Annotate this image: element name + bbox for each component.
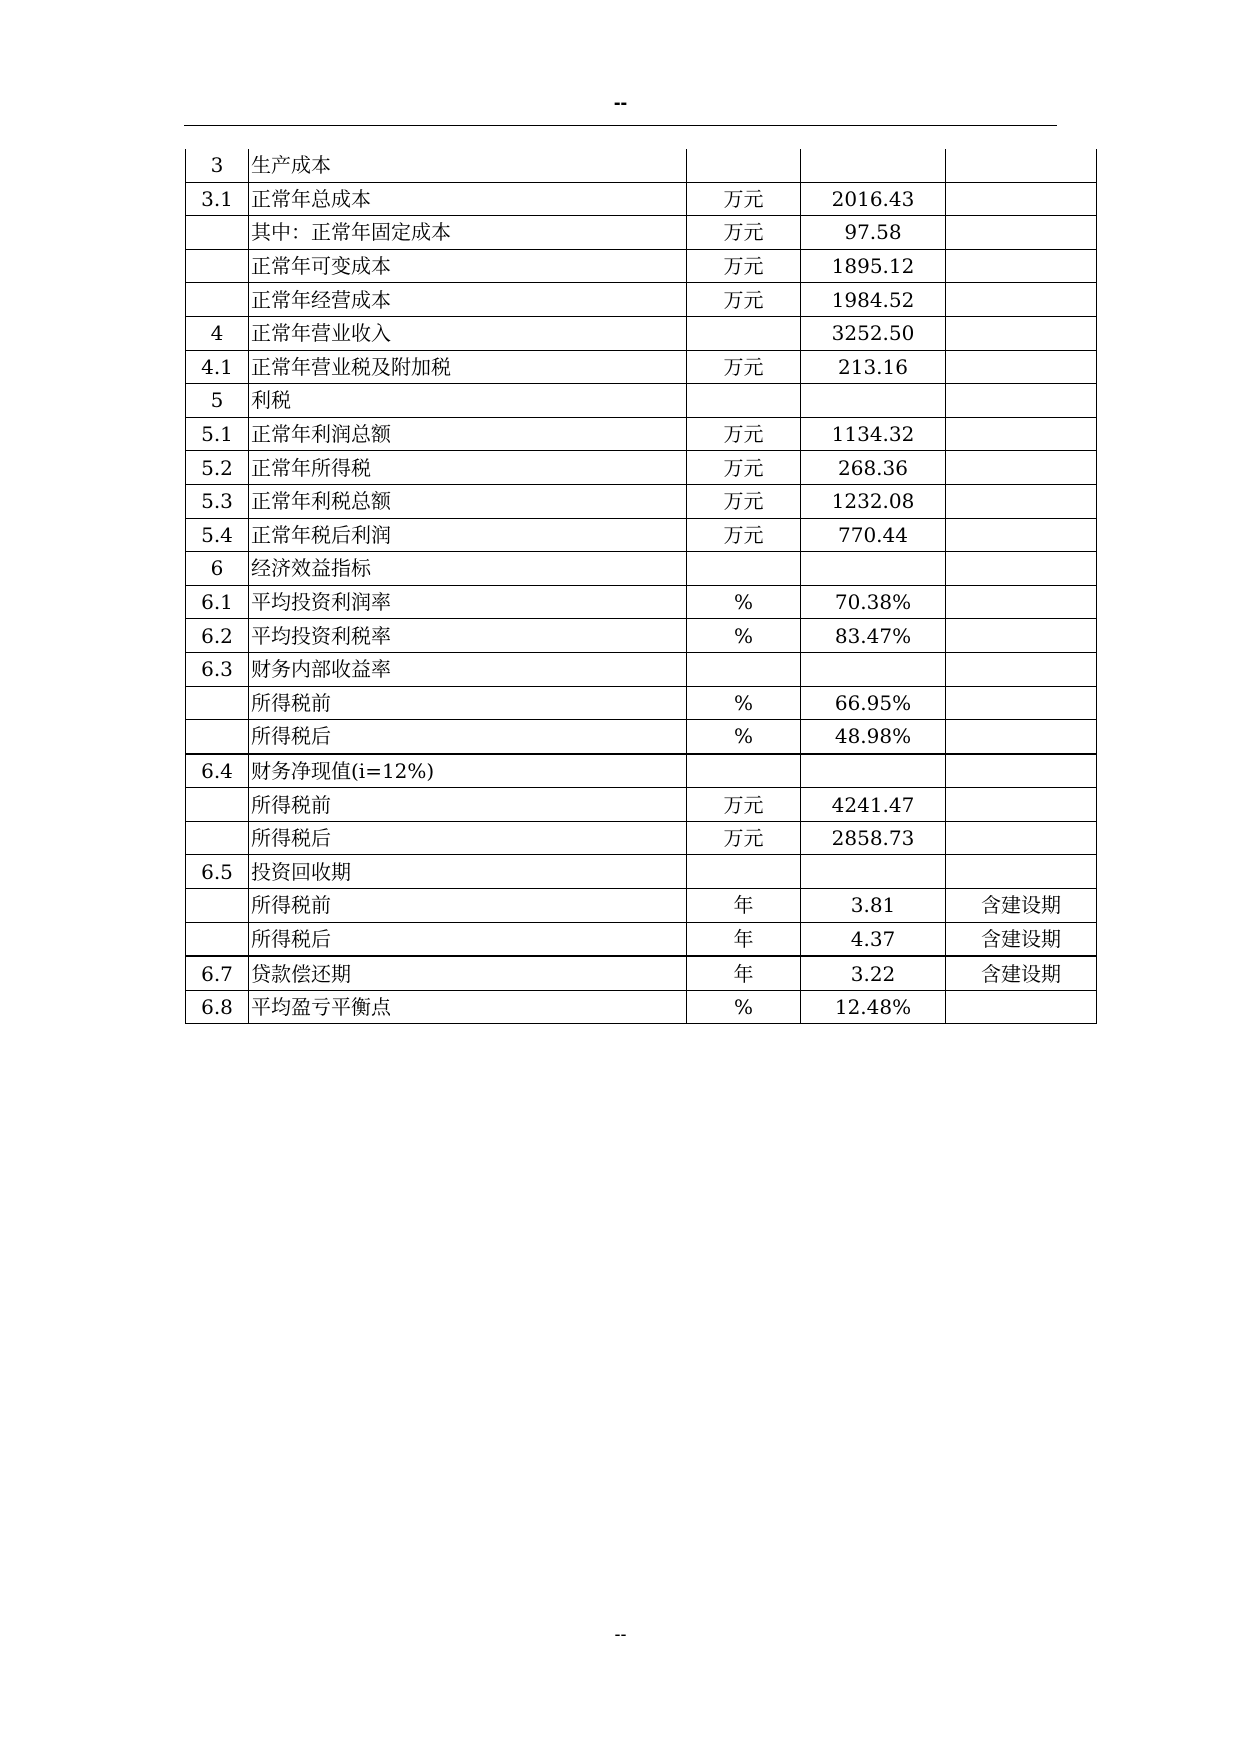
table-row [186,821,1097,855]
row-value [801,384,946,418]
row-item: 正常年所得税 [249,451,687,485]
row-number: 6.4 [186,754,249,788]
row-value: 2858.73 [801,821,946,855]
row-unit: 年 [687,889,801,923]
row-note [946,518,1097,552]
row-number: 6.1 [186,585,249,619]
row-value: 268.36 [801,451,946,485]
table-row [186,956,1097,990]
table-row [186,889,1097,923]
row-value: 3.22 [801,956,946,990]
row-number: 6 [186,552,249,586]
row-item: 所得税后 [249,922,687,956]
table-row [186,686,1097,720]
row-item: 财务内部收益率 [249,652,687,686]
row-item: 正常年营业税及附加税 [249,350,687,384]
row-number [186,216,249,250]
row-unit [687,384,801,418]
row-note [946,652,1097,686]
row-number [186,889,249,923]
economic-indicators-table [185,149,1097,1024]
row-item: 平均盈亏平衡点 [249,990,687,1024]
row-value: 1895.12 [801,249,946,283]
row-note: 含建设期 [946,922,1097,956]
table-row [186,720,1097,754]
row-item: 其中：正常年固定成本 [249,216,687,250]
table-row [186,788,1097,822]
row-number: 4.1 [186,350,249,384]
row-unit: % [687,686,801,720]
table-row [186,754,1097,788]
row-value [801,754,946,788]
row-value: 4241.47 [801,788,946,822]
row-note [946,788,1097,822]
row-value [801,149,946,182]
row-value: 66.95% [801,686,946,720]
row-note [946,619,1097,653]
row-number: 4 [186,316,249,350]
row-note [946,451,1097,485]
row-item: 正常年可变成本 [249,249,687,283]
row-unit [687,316,801,350]
row-number: 6.5 [186,855,249,889]
row-note [946,821,1097,855]
row-item: 正常年利润总额 [249,417,687,451]
row-unit [687,149,801,182]
row-value: 70.38% [801,585,946,619]
row-number [186,788,249,822]
table-row [186,855,1097,889]
row-item: 所得税前 [249,686,687,720]
table-row [186,451,1097,485]
row-number [186,283,249,317]
table-row [186,652,1097,686]
row-value: 1984.52 [801,283,946,317]
row-unit: 万元 [687,417,801,451]
row-note [946,249,1097,283]
row-value: 48.98% [801,720,946,754]
table-row [186,585,1097,619]
row-value: 2016.43 [801,182,946,216]
row-value: 1134.32 [801,417,946,451]
row-unit: 万元 [687,249,801,283]
row-note [946,990,1097,1024]
row-number [186,686,249,720]
row-note [946,552,1097,586]
row-unit: % [687,585,801,619]
row-item: 所得税后 [249,720,687,754]
row-number: 6.2 [186,619,249,653]
row-unit: 年 [687,922,801,956]
row-unit: % [687,720,801,754]
row-note [946,350,1097,384]
header-rule [184,125,1057,126]
row-unit: 万元 [687,821,801,855]
row-note [946,216,1097,250]
row-item: 正常年利税总额 [249,484,687,518]
table-row [186,518,1097,552]
row-value: 1232.08 [801,484,946,518]
row-note: 含建设期 [946,889,1097,923]
row-value [801,855,946,889]
row-number [186,249,249,283]
table-row [186,619,1097,653]
table-row [186,149,1097,182]
row-item: 平均投资利润率 [249,585,687,619]
row-number: 6.7 [186,956,249,990]
page-header: -- [613,92,628,114]
row-value [801,552,946,586]
table-row [186,484,1097,518]
table-row [186,316,1097,350]
row-number: 5.3 [186,484,249,518]
row-value: 770.44 [801,518,946,552]
row-item: 平均投资利税率 [249,619,687,653]
table-row [186,922,1097,956]
row-number: 3.1 [186,182,249,216]
table-row [186,283,1097,317]
row-note [946,720,1097,754]
row-item: 经济效益指标 [249,552,687,586]
row-note [946,182,1097,216]
row-number [186,922,249,956]
row-item: 正常年经营成本 [249,283,687,317]
table-row [186,249,1097,283]
row-number: 6.3 [186,652,249,686]
row-value: 3252.50 [801,316,946,350]
row-unit: % [687,990,801,1024]
row-value: 12.48% [801,990,946,1024]
row-unit [687,552,801,586]
row-unit: % [687,619,801,653]
row-number: 5.4 [186,518,249,552]
row-unit: 万元 [687,518,801,552]
row-item: 所得税前 [249,889,687,923]
row-number [186,720,249,754]
row-item: 贷款偿还期 [249,956,687,990]
row-item: 利税 [249,384,687,418]
row-number: 5.1 [186,417,249,451]
row-number [186,821,249,855]
row-unit: 年 [687,956,801,990]
row-item: 正常年税后利润 [249,518,687,552]
table-row [186,350,1097,384]
row-item: 所得税前 [249,788,687,822]
row-note [946,686,1097,720]
row-note [946,417,1097,451]
row-value: 3.81 [801,889,946,923]
row-unit: 万元 [687,283,801,317]
row-note [946,585,1097,619]
row-note [946,316,1097,350]
row-number: 3 [186,149,249,182]
row-value: 213.16 [801,350,946,384]
row-note [946,384,1097,418]
table-row [186,990,1097,1024]
row-unit [687,855,801,889]
row-value: 4.37 [801,922,946,956]
row-note [946,855,1097,889]
row-value: 97.58 [801,216,946,250]
table-row [186,552,1097,586]
page-footer: -- [614,1624,627,1644]
row-item: 正常年总成本 [249,182,687,216]
row-item: 所得税后 [249,821,687,855]
row-unit: 万元 [687,788,801,822]
table-row [186,384,1097,418]
row-unit: 万元 [687,484,801,518]
row-item: 财务净现值(i=12%) [249,754,687,788]
row-note: 含建设期 [946,956,1097,990]
row-note [946,149,1097,182]
table-row [186,182,1097,216]
table-row [186,216,1097,250]
row-number: 6.8 [186,990,249,1024]
table-row [186,417,1097,451]
row-item: 正常年营业收入 [249,316,687,350]
row-value: 83.47% [801,619,946,653]
row-note [946,283,1097,317]
row-unit: 万元 [687,350,801,384]
row-unit: 万元 [687,182,801,216]
row-number: 5 [186,384,249,418]
row-number: 5.2 [186,451,249,485]
row-item: 投资回收期 [249,855,687,889]
row-value [801,652,946,686]
row-unit [687,652,801,686]
row-note [946,484,1097,518]
row-unit: 万元 [687,216,801,250]
row-unit: 万元 [687,451,801,485]
row-unit [687,754,801,788]
row-note [946,754,1097,788]
row-item: 生产成本 [249,149,687,182]
